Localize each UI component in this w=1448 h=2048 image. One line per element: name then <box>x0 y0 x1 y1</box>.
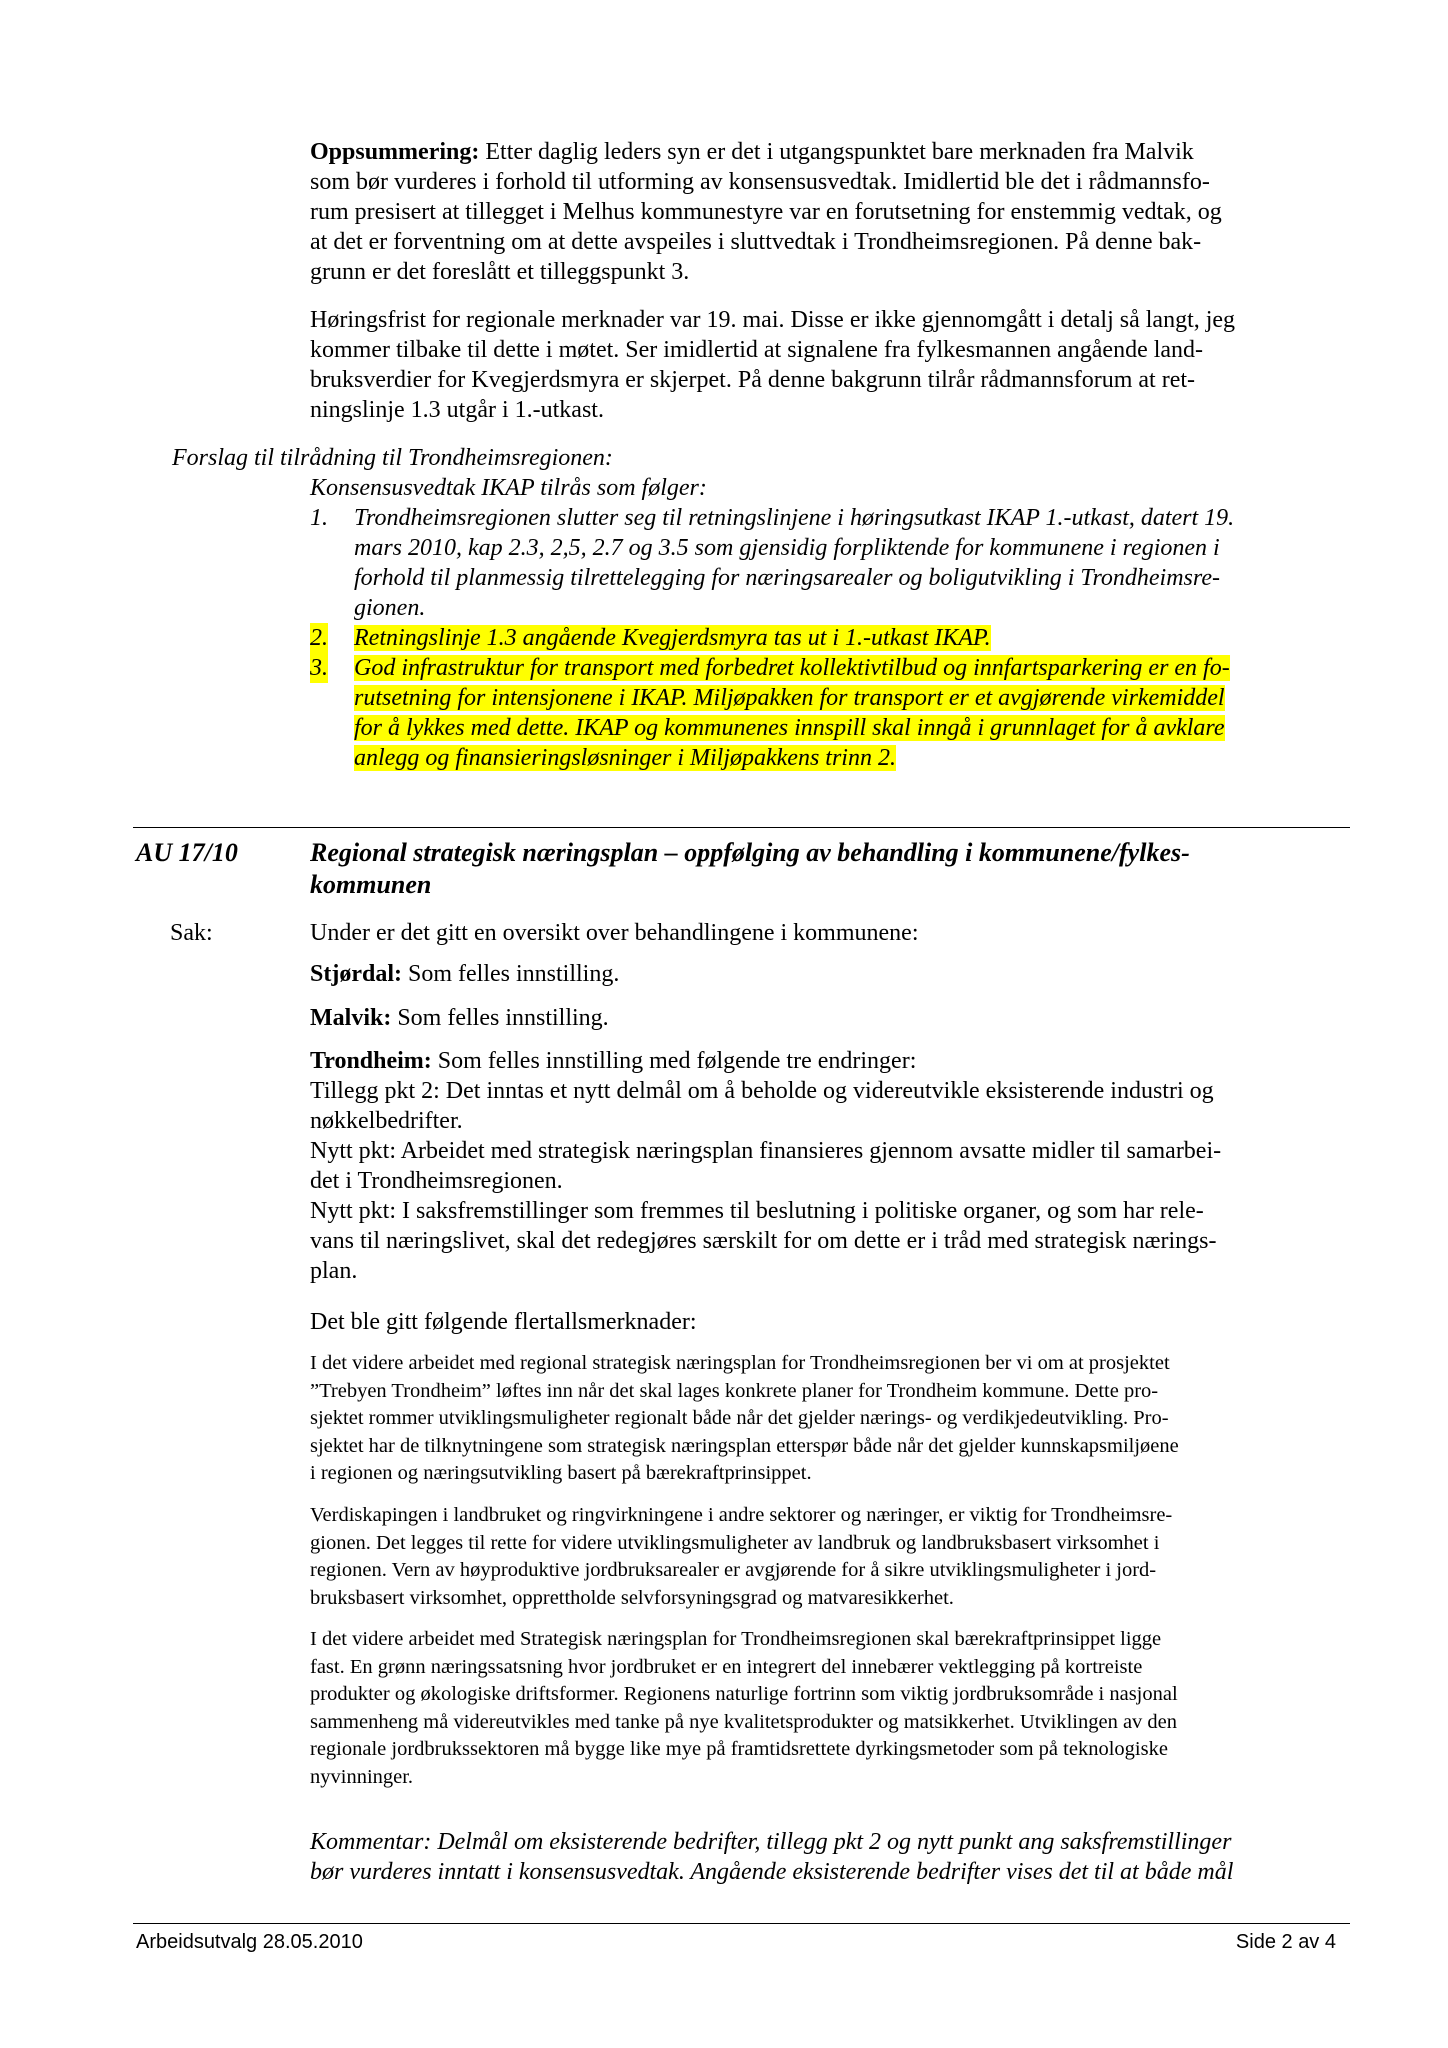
footer-divider <box>133 1923 1350 1924</box>
trondheim-line: Nytt pkt: I saksfremstillinger som fremmes til beslutning i politiske organer, og som har rele- <box>310 1198 1204 1224</box>
merknad-line: produkter og økologiske driftsformer. Regionens naturlige fortrinn som viktig jordbruksområde i nasjonal <box>310 1683 1178 1705</box>
list-line: God infrastruktur for transport med forbedret kollektivtilbud og innfartsparkering er en fo- <box>354 655 1230 681</box>
merknad-line: sjektet rommer utviklingsmuligheter regionalt både når det gjelder nærings- og verdikjedeutvikling. Pro- <box>310 1407 1169 1429</box>
list-item-highlighted <box>310 653 1350 773</box>
forslag-heading: Forslag til tilrådning til Trondheimsregionen: <box>172 445 613 471</box>
merknad-line: regionen. Vern av høyproduktive jordbruksarealer er avgjørende for å sikre utviklingsmuligheter i jord- <box>310 1559 1157 1581</box>
trondheim-line: vans til næringslivet, skal det redegjøres særskilt for om dette er i tråd med strategisk nærings- <box>310 1228 1217 1254</box>
merknad-line: I det videre arbeidet med regional strategisk næringsplan for Trondheimsregionen ber vi om at prosjektet <box>310 1352 1170 1374</box>
footer-page-number: Side 2 av 4 <box>1235 1931 1336 1953</box>
list-line: anlegg og finansieringsløsninger i Miljøpakkens trinn 2. <box>354 745 896 771</box>
merknad-line: nyvinninger. <box>310 1765 414 1788</box>
stjordal-line <box>310 959 1350 989</box>
list-line: for å lykkes med dette. IKAP og kommunenes innspill skal inngå i grunnlaget for å avklare <box>354 715 1225 741</box>
horing-paragraph <box>310 305 1350 425</box>
kommentar-line: Kommentar: Delmål om eksisterende bedrifter, tillegg pkt 2 og nytt punkt ang saksfremstillinger <box>310 1829 1232 1855</box>
trondheim-line: nøkkelbedrifter. <box>310 1108 463 1134</box>
list-item <box>310 503 1350 623</box>
summary-line: som bør vurderes i forhold til utforming av konsensusvedtak. Imidlertid ble det i rådmannsfo- <box>310 169 1210 195</box>
malvik-text: Som felles innstilling. <box>391 1005 609 1031</box>
list-line: Trondheimsregionen slutter seg til retningslinjene i høringsutkast IKAP 1.-utkast, datert 19. <box>354 505 1235 531</box>
merknad-paragraph <box>310 1626 1350 1791</box>
kommentar-paragraph <box>310 1827 1350 1887</box>
list-line: forhold til planmessig tilrettelegging for næringsarealer og boligutvikling i Trondheimsre- <box>354 565 1220 591</box>
horing-line: ningslinje 1.3 utgår i 1.-utkast. <box>310 397 604 423</box>
trondheim-line: plan. <box>310 1258 358 1284</box>
trondheim-line: Nytt pkt: Arbeidet med strategisk næringsplan finansieres gjennom avsatte midler til samarbei- <box>310 1138 1222 1164</box>
merknad-line: fast. En grønn næringssatsning hvor jordbruket er en integrert del innebærer vektlegging på kortreiste <box>310 1655 1143 1678</box>
konsensus-heading: Konsensusvedtak IKAP tilrås som følger: <box>310 475 707 501</box>
stjordal-label: Stjørdal: <box>310 961 402 987</box>
trondheim-line: Tillegg pkt 2: Det inntas et nytt delmål om å beholde og videreutvikle eksisterende industri og <box>310 1078 1214 1104</box>
list-number: 3. <box>310 655 328 681</box>
summary-line: grunn er det foreslått et tilleggspunkt 3. <box>310 259 690 285</box>
merknad-line: Verdiskapingen i landbruket og ringvirkningene i andre sektorer og næringer, er viktig for Trondheimsre- <box>310 1504 1173 1526</box>
merknad-line: I det videre arbeidet med Strategisk næringsplan for Trondheimsregionen skal bærekraftprinsippet ligge <box>310 1628 1162 1650</box>
merknad-line: ”Trebyen Trondheim” løftes inn når det skal lages konkrete planer for Trondheim kommune. Dette pro- <box>310 1379 1159 1402</box>
list-number: 2. <box>310 625 328 651</box>
malvik-line <box>310 1003 1350 1033</box>
horing-line: kommer tilbake til dette i møtet. Ser imidlertid at signalene fra fylkesmannen angående land- <box>310 337 1204 363</box>
horing-line: Høringsfrist for regionale merknader var 19. mai. Disse er ikke gjennomgått i detalj så langt, jeg <box>310 307 1236 333</box>
list-number: 1. <box>310 505 328 531</box>
trondheim-line: det i Trondheimsregionen. <box>310 1168 563 1194</box>
malvik-label: Malvik: <box>310 1005 392 1031</box>
summary-line: Etter daglig leders syn er det i utgangspunktet bare merknaden fra Malvik <box>479 139 1194 165</box>
list-line: gionen. <box>354 595 426 621</box>
stjordal-text: Som felles innstilling. <box>402 961 620 987</box>
section-divider <box>133 827 1350 828</box>
trondheim-text: Som felles innstilling med følgende tre endringer: <box>431 1048 917 1074</box>
merknad-line: regionale jordbrukssektoren må bygge like mye på framtidsrettete dyrkingsmetoder som på teknologiske <box>310 1738 1168 1760</box>
footer-left: Arbeidsutvalg 28.05.2010 <box>136 1931 363 1953</box>
horing-line: bruksverdier for Kvegjerdsmyra er skjerpet. På denne bakgrunn tilrår rådmannsforum at ret- <box>310 367 1196 393</box>
case-number: AU 17/10 <box>136 838 238 867</box>
case-title <box>310 837 1350 901</box>
summary-paragraph <box>310 137 1350 287</box>
merknad-line: sjektet har de tilknytningene som strategisk næringsplan etterspør både når det gjelder kunnskapsmiljøene <box>310 1434 1179 1457</box>
merknad-line: bruksbasert virksomhet, opprettholde selvforsyningsgrad og matvaresikkerhet. <box>310 1586 954 1609</box>
merknad-paragraph <box>310 1502 1350 1612</box>
sak-label: Sak: <box>170 920 213 946</box>
list-item-highlighted <box>310 623 1350 653</box>
flertall-heading: Det ble gitt følgende flertallsmerknader: <box>310 1309 697 1335</box>
kommentar-line: bør vurderes inntatt i konsensusvedtak. Angående eksisterende bedrifter vises det til at både mål <box>310 1859 1234 1885</box>
list-line: mars 2010, kap 2.3, 2,5, 2.7 og 3.5 som gjensidig forpliktende for kommunene i regionen i <box>354 535 1220 561</box>
list-line: rutsetning for intensjonene i IKAP. Miljøpakken for transport er et avgjørende virkemiddel <box>354 685 1225 711</box>
list-line: Retningslinje 1.3 angående Kvegjerdsmyra tas ut i 1.-utkast IKAP. <box>354 625 991 651</box>
trondheim-paragraph <box>310 1046 1350 1286</box>
sak-intro: Under er det gitt en oversikt over behandlingene i kommunene: <box>310 920 919 946</box>
summary-line: at det er forventning om at dette avspeiles i sluttvedtak i Trondheimsregionen. På denne bak- <box>310 229 1202 255</box>
summary-line: rum presisert at tillegget i Melhus kommunestyre var en forutsetning for enstemmig vedtak, og <box>310 199 1222 225</box>
recommendation-list <box>310 503 1350 773</box>
summary-label: Oppsummering: <box>310 139 480 165</box>
case-title-line: Regional strategisk næringsplan – oppfølging av behandling i kommunene/fylkes- <box>310 838 1190 867</box>
merknad-line: i regionen og næringsutvikling basert på bærekraftprinsippet. <box>310 1462 812 1484</box>
merknad-line: gionen. Det legges til rette for videre utviklingsmuligheter av landbruk og landbruksbasert virksomhet i <box>310 1531 1160 1554</box>
merknad-line: sammenheng må videreutvikles med tanke på nye kvalitetsprodukter og matsikkerhet. Utviklingen av den <box>310 1710 1178 1733</box>
case-title-line: kommunen <box>310 870 432 899</box>
trondheim-label: Trondheim: <box>310 1048 432 1074</box>
merknad-paragraph <box>310 1350 1350 1488</box>
